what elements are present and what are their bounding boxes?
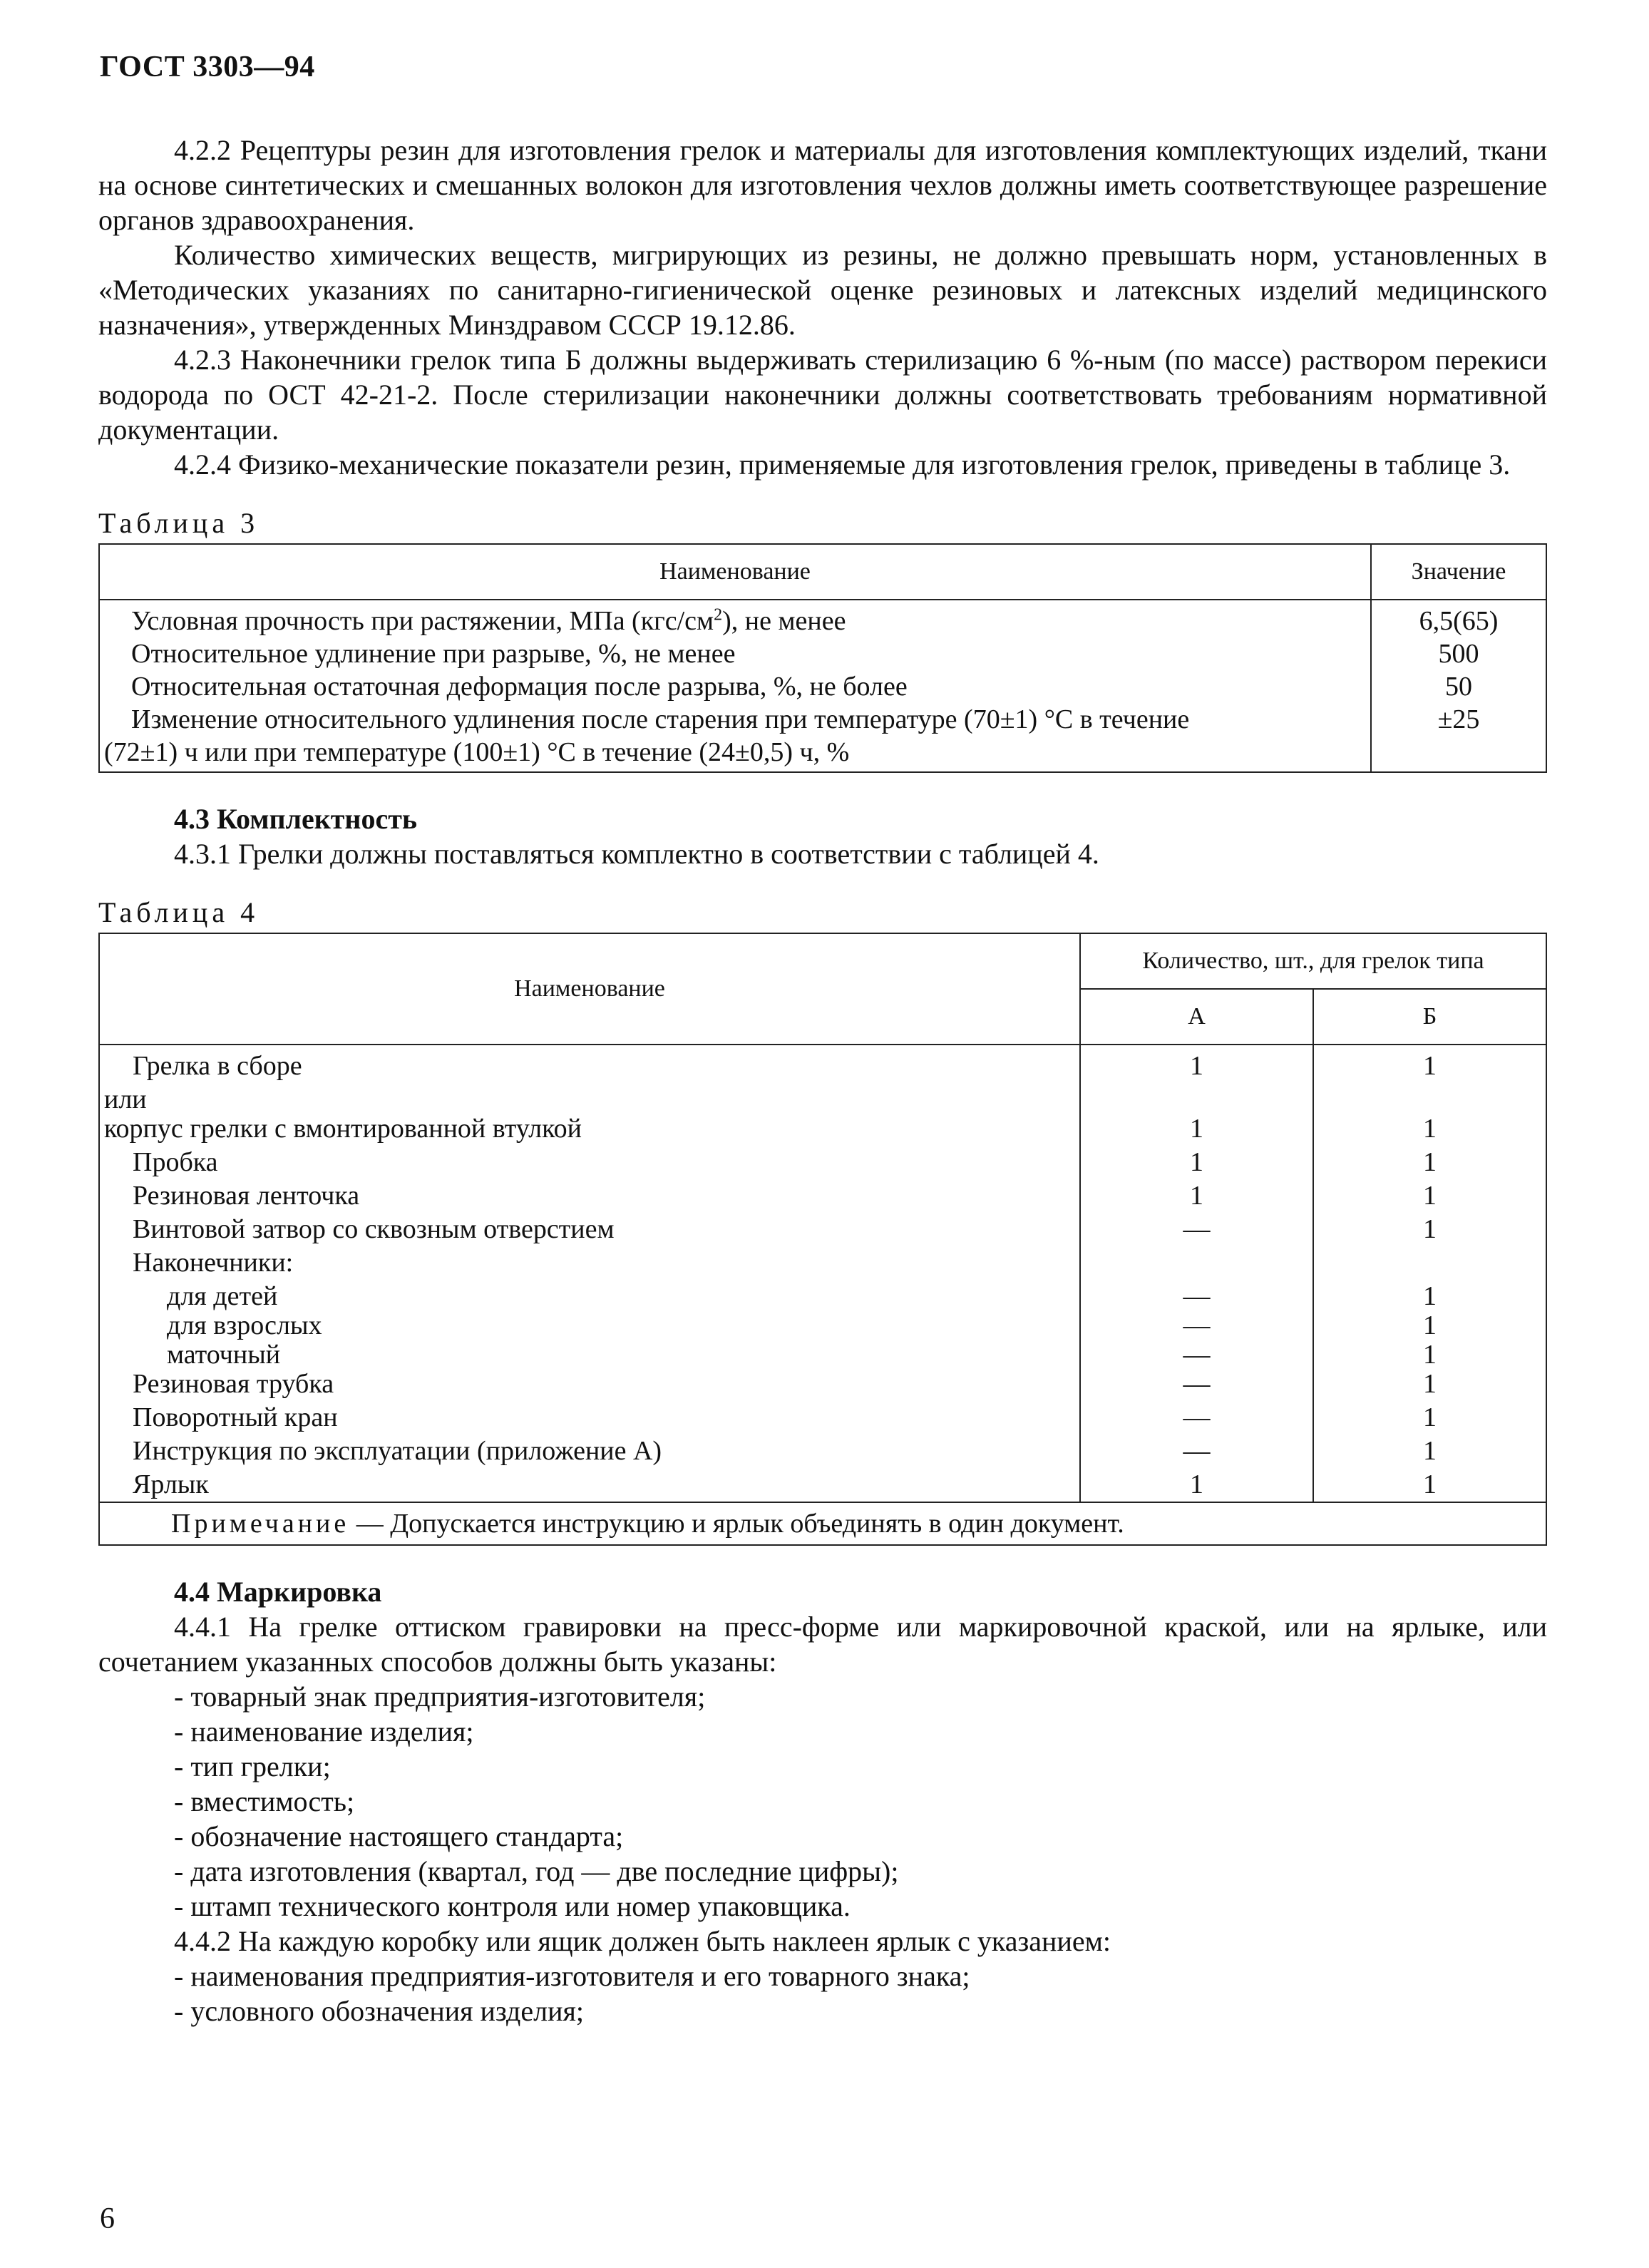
paragraph-4-4-2: 4.4.2 На каждую коробку или ящик должен быть наклеен ярлык с указанием: [174,1925,1111,1957]
table-cell-value: 50 [1445,672,1472,702]
table-cell-value: — [1183,1340,1211,1370]
table-cell-value: 500 [1438,639,1479,669]
table-cell-value: 1 [1423,1310,1437,1340]
table-4 [98,933,1547,1546]
paragraph-4-2-2-chemicals: Количество химических веществ, мигрирующих из резины, не должно превышать норм, установленных в «Методических указаниях по санитарно-гигиенической оценке резиновых и латексных изделий медицинского назначения», утвержденных Минздравом СССР 19.12.86. [98,239,1547,341]
table-cell-value: 1 [1423,1051,1437,1081]
list-item: Винтовой затвор со сквозным отверстием [133,1214,615,1244]
table-3-label: Таблица 3 [98,507,260,539]
table-cell-value: 6,5(65) [1419,606,1499,636]
list-item: Резиновая ленточка [133,1181,360,1211]
table-cell-value: 1 [1423,1281,1437,1311]
list-item: для взрослых [167,1310,322,1340]
table-4-body-row [99,1045,1546,1502]
table-cell-value: — [1183,1369,1211,1399]
list-item: Наконечники: [133,1248,294,1278]
table-4-note [99,1502,1546,1545]
table-row: Относительное удлинение при разрыве, %, не менее [131,639,736,669]
list-item: - товарный знак предприятия-изготовителя; [174,1681,706,1713]
table-row: Относительная остаточная деформация после разрыва, %, не более [131,672,908,702]
page-number: 6 [100,2202,115,2235]
table-cell-value: — [1183,1402,1211,1432]
list-item: маточный [167,1340,281,1370]
table-4-col-qty: Количество, шт., для грелок типа [1080,933,1546,989]
table-4-note-row [99,1502,1546,1545]
table-row-continuation: (72±1) ч или при температуре (100±1) °С в течение (24±0,5) ч, % [104,737,850,767]
section-4-3-title: 4.3 Комплектность [174,803,418,835]
table-4-col-a: А [1080,989,1313,1045]
table-3-col-value: Значение [1371,544,1546,600]
table-3-body-row [99,600,1546,772]
table-4-col-name: Наименование [99,933,1080,1045]
table-cell-value: 1 [1423,1340,1437,1370]
table-cell-value: — [1183,1214,1211,1244]
list-item: - дата изготовления (квартал, год — две последние цифры); [174,1855,899,1887]
paragraph-4-4-1: 4.4.1 На грелке оттиском гравировки на пресс-форме или маркировочной краской, или на ярлыке, или сочетанием указанных способов должны быть указаны: [98,1611,1547,1678]
table-cell-value [1085,1083,1308,1112]
table-3-values-cell [1371,600,1546,772]
list-item: - наименование изделия; [174,1715,474,1748]
table-4-col-a-cell [1080,1045,1313,1502]
document-code-header: ГОСТ 3303—94 [100,51,315,83]
list-item: - наименования предприятия-изготовителя и его товарного знака; [174,1960,970,1992]
list-item: - штамп технического контроля или номер упаковщика. [174,1890,851,1922]
list-item: Ярлык [133,1469,209,1499]
table-3 [98,543,1547,773]
table-row [104,605,1366,637]
paragraph-4-3-1: 4.3.1 Грелки должны поставляться комплектно в соответствии с таблицей 4. [174,838,1099,870]
table-cell-value: 1 [1190,1114,1203,1144]
list-item: Поворотный кран [133,1402,338,1432]
table-cell-value: 1 [1190,1469,1203,1499]
table-3-row-1-name: Условная прочность при растяжении, МПа (кгс/см [131,606,714,636]
list-item: - тип грелки; [174,1750,331,1782]
section-4-4-title: 4.4 Маркировка [174,1576,382,1608]
table-cell-value: 1 [1423,1181,1437,1211]
table-cell-value: — [1183,1310,1211,1340]
table-4-col-b: Б [1313,989,1546,1045]
table-4-names-cell [99,1045,1080,1502]
paragraph-4-2-4: 4.2.4 Физико-механические показатели резин, применяемые для изготовления грелок, приведены в таблице 3. [174,448,1511,481]
table-cell-value: 1 [1423,1214,1437,1244]
table-4-label: Таблица 4 [98,896,260,928]
list-item: - условного обозначения изделия; [174,1995,584,2027]
superscript: 2 [714,605,723,625]
table-4-col-b-cell [1313,1045,1546,1502]
table-cell-value: 1 [1423,1436,1437,1466]
list-item: корпус грелки с вмонтированной втулкой [104,1114,582,1144]
table-3-names-cell [99,600,1371,772]
list-item: - обозначение настоящего стандарта; [174,1820,624,1852]
list-item: для детей [167,1281,278,1311]
list-item: или [104,1084,147,1114]
table-row: Изменение относительного удлинения после старения при температуре (70±1) °С в течение [131,704,1190,734]
table-3-row-1-name-end: ), не менее [722,606,846,636]
table-cell-value: — [1183,1281,1211,1311]
table-cell-value [1318,1083,1541,1112]
table-cell-value: 1 [1190,1051,1203,1081]
table-cell-value: 1 [1423,1469,1437,1499]
document-body [98,133,1547,2028]
table-cell-value: ±25 [1437,704,1480,734]
table-4-header-row-1 [99,933,1546,989]
note-text: — Допускается инструкцию и ярлык объединять в один документ. [349,1509,1124,1539]
table-3-header-row [99,544,1546,600]
table-cell-value: — [1183,1436,1211,1466]
table-cell-value [1085,1246,1308,1280]
paragraph-4-2-2: 4.2.2 Рецептуры резин для изготовления грелок и материалы для изготовления комплектующих изделий, ткани на основе синтетических и смешанных волокон для изготовления чехлов должны иметь соответствующее разрешение органов здравоохранения. [98,134,1547,236]
table-cell-value: 1 [1190,1181,1203,1211]
list-item: Пробка [133,1147,218,1177]
list-item: - вместимость; [174,1785,355,1817]
table-cell-value: 1 [1423,1147,1437,1177]
list-item: Грелка в сборе [133,1051,302,1081]
table-3-col-name: Наименование [99,544,1371,600]
table-cell-value: 1 [1423,1402,1437,1432]
list-item: Инструкция по эксплуатации (приложение А) [133,1436,662,1466]
table-cell-value: 1 [1423,1114,1437,1144]
paragraph-4-2-3: 4.2.3 Наконечники грелок типа Б должны выдерживать стерилизацию 6 %-ным (по массе) раствором перекиси водорода по ОСТ 42-21-2. После стерилизации наконечники должны соответствовать требованиям нормативной документации. [98,344,1547,446]
table-cell-value: 1 [1423,1369,1437,1399]
table-cell-value: 1 [1190,1147,1203,1177]
note-label: Примечание [171,1509,350,1539]
table-cell-value [1318,1246,1541,1280]
list-item: Резиновая трубка [133,1369,334,1399]
